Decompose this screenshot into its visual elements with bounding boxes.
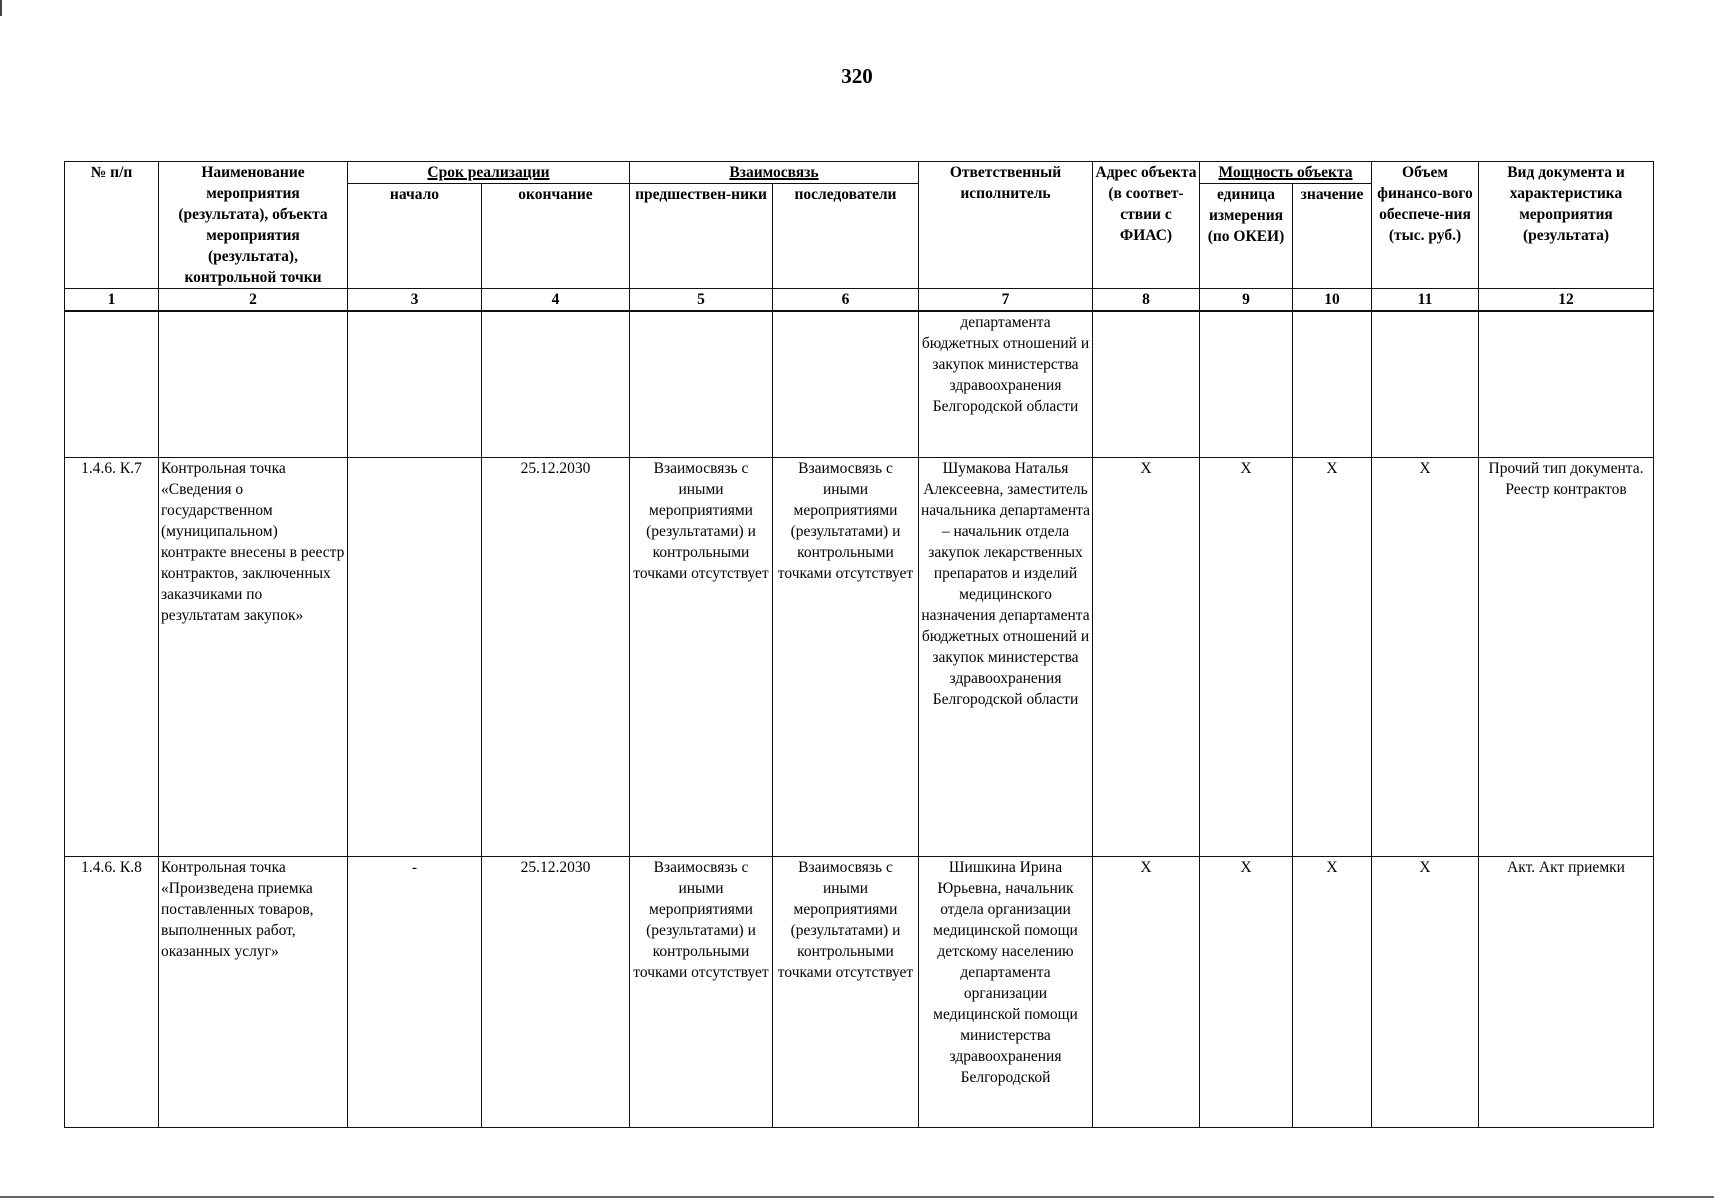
header-relation: Взаимосвязь: [630, 162, 919, 184]
header-executor: Ответственный исполнитель: [919, 162, 1093, 289]
cell-empty: [65, 311, 159, 458]
page-number: 320: [841, 64, 873, 88]
cell-empty: [1293, 311, 1372, 458]
cell-predecessors: Взаимосвязь с иными мероприятиями (результатами) и контрольными точками отсутствует: [630, 857, 773, 1128]
cell-executor: Шумакова Наталья Алексеевна, заместитель начальника департамента – начальник отдела закупок лекарственных препаратов и изделий медицинского назначения департамента бюджетных отношений и закупок министерства здравоохранения Белгородской области: [919, 458, 1093, 857]
table-row: [65, 458, 1654, 857]
scan-edge-bottom: [0, 1196, 1714, 1198]
column-number: 4: [482, 289, 630, 312]
cell-empty: [482, 311, 630, 458]
header-capacity: Мощность объекта: [1200, 162, 1372, 184]
header-num: № п/п: [65, 162, 159, 289]
column-number: 10: [1293, 289, 1372, 312]
table-header: [65, 162, 1654, 312]
cell-empty: [1200, 311, 1293, 458]
cell-empty: [630, 311, 773, 458]
cell-name: Контрольная точка «Сведения о государственном (муниципальном) контракте внесены в реестр контрактов, заключенных заказчиками по результатам закупок»: [159, 458, 348, 857]
cell-finance: Х: [1372, 458, 1479, 857]
header-address: Адрес объекта (в соответ-ствии с ФИАС): [1093, 162, 1200, 289]
cell-empty: [159, 311, 348, 458]
header-name: Наименование мероприятия (результата), объекта мероприятия (результата), контрольной точки: [159, 162, 348, 289]
cell-address: Х: [1093, 857, 1200, 1128]
header-period-start: начало: [348, 184, 482, 289]
cell-value: Х: [1293, 458, 1372, 857]
header-relation-succ: последователи: [773, 184, 919, 289]
cell-executor: Шишкина Ирина Юрьевна, начальник отдела организации медицинской помощи детскому населению департамента организации медицинской помощи министерства здравоохранения Белгородской: [919, 857, 1093, 1128]
column-number-row: [65, 289, 1654, 312]
implementation-plan-table: [64, 161, 1654, 1128]
column-number: 12: [1479, 289, 1654, 312]
header-period: Срок реализации: [348, 162, 630, 184]
header-document: Вид документа и характеристика мероприятия (результата): [1479, 162, 1654, 289]
column-number: 8: [1093, 289, 1200, 312]
column-number: 9: [1200, 289, 1293, 312]
cell-unit: Х: [1200, 458, 1293, 857]
cell-address: Х: [1093, 458, 1200, 857]
scan-edge-left: [0, 0, 2, 16]
column-number: 1: [65, 289, 159, 312]
cell-num: 1.4.6. К.7: [65, 458, 159, 857]
header-relation-pred: предшествен-ники: [630, 184, 773, 289]
cell-document: Акт. Акт приемки: [1479, 857, 1654, 1128]
column-number: 11: [1372, 289, 1479, 312]
column-number: 2: [159, 289, 348, 312]
cell-empty: [1479, 311, 1654, 458]
cell-value: Х: [1293, 857, 1372, 1128]
cell-empty: [773, 311, 919, 458]
cell-predecessors: Взаимосвязь с иными мероприятиями (результатами) и контрольными точками отсутствует: [630, 458, 773, 857]
cell-document: Прочий тип документа. Реестр контрактов: [1479, 458, 1654, 857]
cell-executor: департамента бюджетных отношений и закупок министерства здравоохранения Белгородской области: [919, 311, 1093, 458]
column-number: 7: [919, 289, 1093, 312]
cell-successors: Взаимосвязь с иными мероприятиями (результатами) и контрольными точками отсутствует: [773, 458, 919, 857]
header-finance: Объем финансо-вого обеспече-ния (тыс. руб.): [1372, 162, 1479, 289]
cell-end: 25.12.2030: [482, 458, 630, 857]
cell-empty: [1093, 311, 1200, 458]
cell-start: [348, 458, 482, 857]
cell-name: Контрольная точка «Произведена приемка поставленных товаров, выполненных работ, оказанных услуг»: [159, 857, 348, 1128]
header-capacity-value: значение: [1293, 184, 1372, 289]
cell-num: 1.4.6. К.8: [65, 857, 159, 1128]
cell-end: 25.12.2030: [482, 857, 630, 1128]
column-number: 6: [773, 289, 919, 312]
table-row-continuation: [65, 311, 1654, 458]
column-number: 3: [348, 289, 482, 312]
cell-unit: Х: [1200, 857, 1293, 1128]
header-capacity-unit: единица измерения (по ОКЕИ): [1200, 184, 1293, 289]
cell-successors: Взаимосвязь с иными мероприятиями (результатами) и контрольными точками отсутствует: [773, 857, 919, 1128]
cell-empty: [1372, 311, 1479, 458]
cell-empty: [348, 311, 482, 458]
cell-start: -: [348, 857, 482, 1128]
cell-finance: Х: [1372, 857, 1479, 1128]
header-period-end: окончание: [482, 184, 630, 289]
column-number: 5: [630, 289, 773, 312]
table-row: [65, 857, 1654, 1128]
